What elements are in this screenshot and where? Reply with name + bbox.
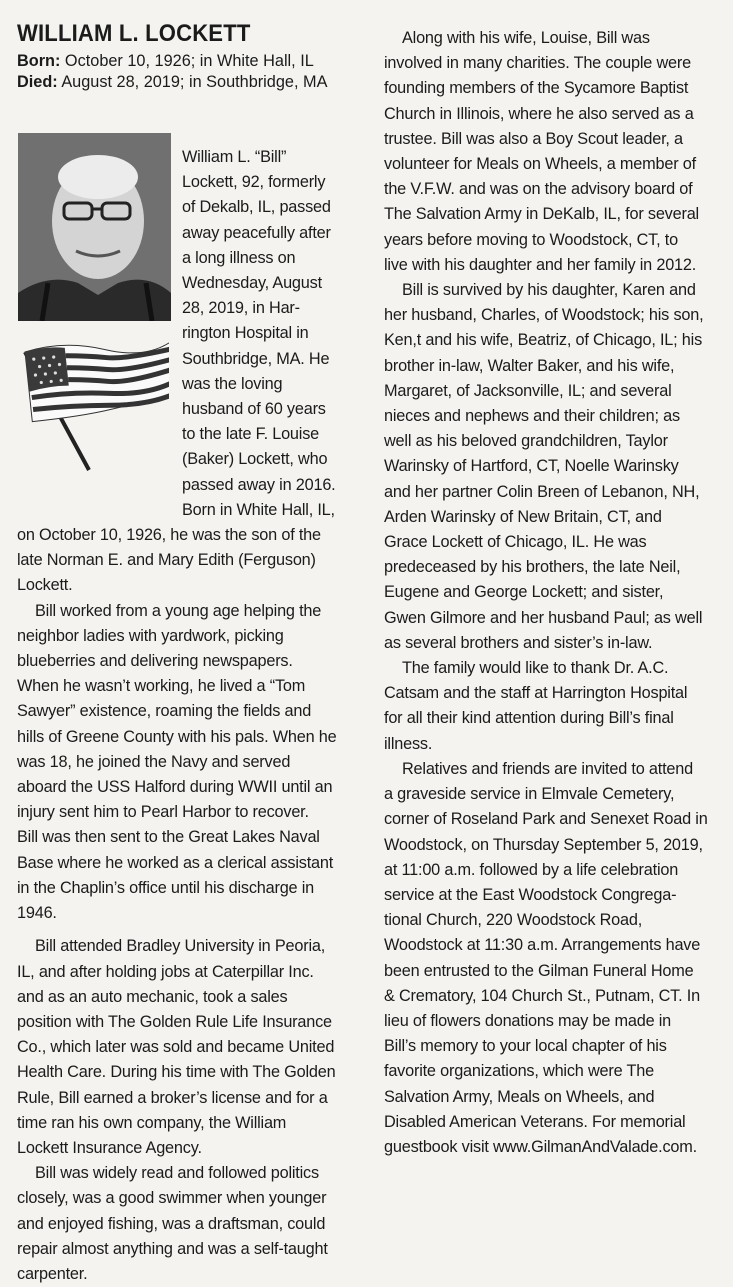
body-line: & Crematory, 104 Church St., Putnam, CT. In	[384, 986, 700, 1005]
body-line: been entrusted to the Gilman Funeral Home	[384, 961, 694, 980]
body-line: for all their kind attention during Bill’s final	[384, 709, 674, 728]
died-value: August 28, 2019; in Southbridge, MA	[57, 73, 328, 91]
body-line: Woodstock, on Thursday September 5, 2019,	[384, 835, 703, 854]
body-line: Warinsky of Hartford, CT, Noelle Warinsky	[384, 457, 679, 476]
body-line: time ran his own company, the William	[17, 1113, 287, 1132]
charities-paragraph	[384, 26, 730, 278]
body-line: was 18, he joined the Navy and served	[17, 752, 291, 771]
born-label: Born:	[17, 52, 61, 70]
body-line: Lockett.	[17, 576, 73, 595]
intro-line: to the late F. Louise	[182, 425, 319, 444]
body-line: Bill was widely read and followed politics	[35, 1164, 319, 1183]
body-line: Disabled American Veterans. For memorial	[384, 1112, 686, 1131]
body-line: hills of Greene County with his pals. When he	[17, 727, 337, 746]
body-line: and enjoyed fishing, was a draftsman, could	[17, 1214, 326, 1233]
body-line: founding members of the Sycamore Baptist	[384, 79, 689, 98]
intro-line: was the loving	[182, 374, 283, 393]
body-line: brother in-law, Walter Baker, and his wife,	[384, 356, 675, 375]
intro-line: rington Hospital in	[182, 324, 309, 343]
body-line: blueberries and delivering newspapers.	[17, 652, 293, 671]
body-line: Bill attended Bradley University in Peoria,	[35, 937, 326, 956]
body-line: lieu of flowers donations may be made in	[384, 1011, 672, 1030]
body-line: as several brothers and sister’s in-law.	[384, 633, 653, 652]
body-line: on October 10, 1926, he was the son of the	[17, 526, 321, 545]
body-line: a graveside service in Elmvale Cemetery,	[384, 785, 675, 804]
body-line: trustee. Bill was also a Boy Scout leader, a	[384, 129, 683, 148]
early-life-paragraph	[17, 599, 367, 927]
body-line: Health Care. During his time with The Golden	[17, 1063, 336, 1082]
body-line: live with his daughter and her family in 2012.	[384, 255, 697, 274]
intro-paragraph	[182, 145, 367, 523]
body-line: Catsam and the staff at Harrington Hospital	[384, 684, 688, 703]
body-line: her husband, Charles, of Woodstock; his son,	[384, 306, 704, 325]
body-line: Base where he worked as a clerical assistant	[17, 853, 334, 872]
right-column	[384, 26, 730, 1160]
body-line: Eugene and George Lockett; and sister,	[384, 583, 664, 602]
body-line: Ken,t and his wife, Beatriz, of Chicago, IL; his	[384, 331, 703, 350]
birth-paragraph	[17, 523, 367, 599]
body-line: Bill is survived by his daughter, Karen and	[402, 281, 696, 300]
body-line: position with The Golden Rule Life Insurance	[17, 1012, 332, 1031]
died-label: Died:	[17, 73, 58, 91]
body-line: service at the East Woodstock Congrega-	[384, 885, 677, 904]
body-line: the V.F.W. and was on the advisory board of	[384, 180, 693, 199]
intro-line: Southbridge, MA. He	[182, 349, 330, 368]
body-line: in the Chaplin’s office until his discharge in	[17, 878, 315, 897]
intro-line: William L. “Bill”	[182, 148, 287, 166]
hobbies-paragraph	[17, 1161, 367, 1287]
body-line: Relatives and friends are invited to attend	[402, 759, 693, 778]
body-line: and her partner Colin Breen of Lebanon, NH,	[384, 482, 700, 501]
intro-line: Lockett, 92, formerly	[182, 173, 326, 192]
body-line: Sawyer” existence, roaming the fields and	[17, 702, 312, 721]
body-line: carpenter.	[17, 1264, 88, 1283]
body-line: guestbook visit www.GilmanAndValade.com.	[384, 1137, 697, 1156]
died-line	[17, 72, 367, 93]
thanks-paragraph	[384, 656, 730, 757]
body-line: Bill was then sent to the Great Lakes Naval	[17, 828, 320, 847]
left-column	[17, 20, 367, 1287]
intro-line: (Baker) Lockett, who	[182, 450, 328, 469]
intro-line: away peacefully after	[182, 223, 331, 242]
body-line: closely, was a good swimmer when younger	[17, 1189, 327, 1208]
body-line: favorite organizations, which were The	[384, 1062, 654, 1081]
american-flag-icon	[19, 342, 169, 474]
body-line: predeceased by his brothers, the late Neil,	[384, 558, 681, 577]
body-line: Grace Lockett of Chicago, IL. He was	[384, 533, 647, 552]
body-line: The family would like to thank Dr. A.C.	[402, 659, 669, 678]
career-paragraph	[17, 934, 367, 1161]
intro-line: Born in White Hall, IL,	[182, 500, 335, 519]
body-line: Arden Warinsky of New Britain, CT, and	[384, 507, 662, 526]
body-line: corner of Roseland Park and Senexet Road in	[384, 810, 708, 829]
intro-line: husband of 60 years	[182, 400, 326, 419]
portrait-photo-icon	[18, 133, 171, 321]
body-line: When he wasn’t working, he lived a “Tom	[17, 677, 306, 696]
body-line: repair almost anything and was a self-taught	[17, 1239, 328, 1258]
body-line: and as an auto mechanic, took a sales	[17, 987, 288, 1006]
body-line: illness.	[384, 734, 433, 753]
intro-line: 28, 2019, in Har-	[182, 299, 300, 318]
body-line: Along with his wife, Louise, Bill was	[402, 29, 650, 47]
intro-line: of Dekalb, IL, passed	[182, 198, 331, 217]
body-line: Rule, Bill earned a broker’s license and for a	[17, 1088, 328, 1107]
survivors-paragraph	[384, 278, 730, 656]
body-line: at 11:00 a.m. followed by a life celebration	[384, 860, 679, 879]
body-line: Gwen Gilmore and her husband Paul; as well	[384, 608, 703, 627]
intro-line: passed away in 2016.	[182, 475, 336, 494]
body-line: IL, and after holding jobs at Caterpillar Inc.	[17, 962, 314, 981]
body-line: involved in many charities. The couple were	[384, 54, 691, 73]
body-line: Church in Illinois, where he also served as a	[384, 104, 694, 123]
body-line: neighbor ladies with yardwork, picking	[17, 626, 284, 645]
body-line: late Norman E. and Mary Edith (Ferguson)	[17, 551, 316, 570]
body-line: Margaret, of Jacksonville, IL; and several	[384, 381, 672, 400]
body-line: Co., which later was sold and became United	[17, 1038, 335, 1057]
body-line: volunteer for Meals on Wheels, a member of	[384, 155, 696, 174]
intro-line: a long illness on	[182, 248, 296, 267]
body-line: injury sent him to Pearl Harbor to recover.	[17, 803, 309, 822]
body-line: Bill worked from a young age helping the	[35, 601, 322, 620]
service-paragraph	[384, 757, 730, 1160]
body-line: tional Church, 220 Woodstock Road,	[384, 911, 643, 930]
body-line: Bill’s memory to your local chapter of his	[384, 1037, 667, 1056]
born-value: October 10, 1926; in White Hall, IL	[60, 52, 314, 70]
body-line: Lockett Insurance Agency.	[17, 1138, 202, 1157]
body-line: well as his beloved grandchildren, Taylor	[384, 432, 668, 451]
body-line: 1946.	[17, 904, 57, 923]
body-line: nieces and nephews and their children; as	[384, 407, 680, 426]
born-line	[17, 51, 367, 72]
body-line: years before moving to Woodstock, CT, to	[384, 230, 678, 249]
body-line: The Salvation Army in DeKalb, IL, for several	[384, 205, 699, 224]
intro-line: Wednesday, August	[182, 274, 322, 293]
body-line: Salvation Army, Meals on Wheels, and	[384, 1087, 655, 1106]
body-line: Woodstock at 11:30 a.m. Arrangements have	[384, 936, 701, 955]
obituary-headline: WILLIAM L. LOCKETT	[17, 20, 251, 47]
body-line: aboard the USS Halford during WWII until an	[17, 778, 333, 797]
